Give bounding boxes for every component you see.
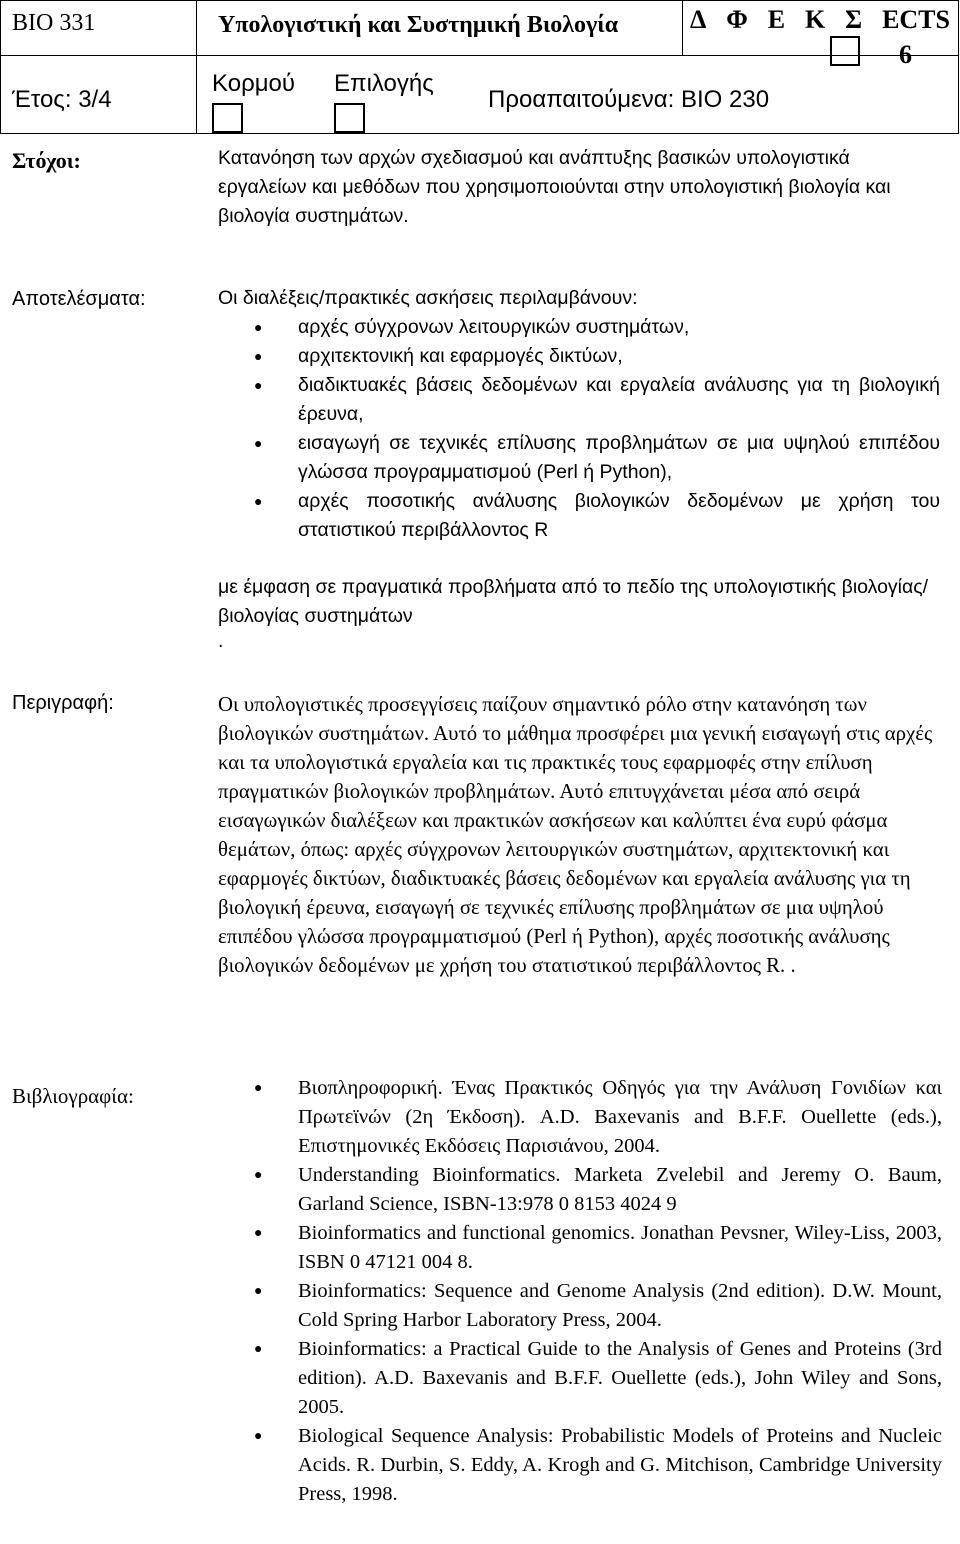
goals-label: Στόχοι: [12, 148, 81, 173]
core-label: Κορμού [212, 70, 296, 97]
goals-text: Κατανόηση των αρχών σχεδιασμού και ανάπτυξης βασικών υπολογιστικά εργαλείων και μεθόδων που χρησιμοποιούνται στην υπολογιστική βιολογία και βιολογία συστημάτων. [218, 147, 891, 227]
outcomes-list [218, 313, 940, 545]
header-divider-2 [682, 0, 683, 55]
header-border-right [958, 0, 959, 134]
course-title: Υπολογιστική και Συστημική Βιολογία [218, 12, 619, 38]
ects-col-e: Ε [767, 5, 786, 34]
header-divider-1 [196, 0, 197, 134]
bibliography-item: ● Biological Sequence Analysis: Probabilistic Models of Proteins and Nucleic Acids. R. Durbin, S. Eddy, A. Krogh and G. Mitchison, Cambridge University Press, 1998. [218, 1422, 942, 1509]
bibliography-list [218, 1074, 942, 1509]
core-checkbox[interactable] [212, 103, 243, 133]
outcomes-outro: με έμφαση σε πραγματικά προβλήματα από το πεδίο της υπολογιστικής βιολογίας/βιολογίας συστημάτων [218, 576, 929, 627]
ects-checkbox[interactable] [830, 36, 860, 66]
prerequisites: Προαπαιτούμενα: BIO 230 [488, 86, 770, 113]
bibliography-item: ● Bioinformatics: a Practical Guide to the Analysis of Genes and Proteins (3rd edition). A.D. Baxevanis and B.F.F. Ouellette (eds.), John Wiley and Sons, 2005. [218, 1335, 942, 1422]
course-code: BIO 331 [12, 10, 96, 36]
bibliography-item: ● Understanding Bioinformatics. Marketa Zvelebil and Jeremy O. Baum, Garland Science, ISBN-13:978 0 8153 4024 9 [218, 1161, 942, 1219]
outcome-item: ● εισαγωγή σε τεχνικές επίλυσης προβλημάτων σε μια υψηλού επιπέδου γλώσσα προγραμματισμού (Perl ή Python), [218, 429, 940, 487]
outcomes-section [218, 284, 940, 651]
outcome-item: ● αρχιτεκτονική και εφαρμογές δικτύων, [218, 342, 940, 371]
ects-col-k: Κ [804, 5, 826, 34]
outcome-item: ● αρχές σύγχρονων λειτουργικών συστημάτων, [218, 313, 940, 342]
bibliography-item: ● Βιοπληροφορική. Ένας Πρακτικός Οδηγός για την Ανάλυση Γονιδίων και Πρωτεϊνών (2η Έκδοση). A.D. Baxevanis and B.F.F. Ouellette (eds.), Επιστημονικές Εκδόσεις Παρισιάνου, 2004. [218, 1074, 942, 1161]
outcomes-dot: . [218, 630, 224, 652]
ects-value: 6 [899, 40, 912, 69]
ects-columns [690, 5, 950, 35]
header-border-middle [0, 55, 959, 56]
description-label: Περιγραφή: [12, 692, 114, 714]
header-border-left [0, 0, 1, 134]
ects-col-d: Δ [690, 5, 707, 34]
ects-col-ects: ECTS [882, 5, 950, 34]
course-year: Έτος: 3/4 [12, 86, 112, 113]
elective-label: Επιλογής [334, 70, 434, 97]
header-border-bottom [0, 133, 959, 134]
outcomes-intro: Οι διαλέξεις/πρακτικές ασκήσεις περιλαμβάνουν: [218, 287, 638, 309]
header-border-top [0, 0, 959, 1]
outcome-item: ● αρχές ποσοτικής ανάλυσης βιολογικών δεδομένων με χρήση του στατιστικού περιβάλλοντος R [218, 487, 940, 545]
bibliography-label: Βιβλιογραφία: [12, 1084, 134, 1108]
ects-col-s: Σ [845, 5, 863, 34]
description-text: Οι υπολογιστικές προσεγγίσεις παίζουν σημαντικό ρόλο στην κατανόηση των βιολογικών συστημάτων. Αυτό το μάθημα προσφέρει μια γενική εισαγωγή στις αρχές και τα υπολογιστικά εργαλεία και τις πρακτικές τους εφαρμοφές στην επίλυση πραγματικών βιολογικών προβλημάτων. Αυτό επιτυγχάνεται μέσα από σειρά εισαγωγικών διαλέξεων και πρακτικών ασκήσεων και καλύπτει ένα ευρύ φάσμα θεμάτων, όπως: αρχές σύγχρονων λειτουργικών συστημάτων, αρχιτεκτονική και εφαρμογές δικτύων, διαδικτυακές βάσεις δεδομένων και εργαλεία ανάλυσης για τη βιολογική έρευνα, εισαγωγή σε τεχνικές επίλυσης προβλημάτων σε μια υψηλού επιπέδου γλώσσα προγραμματισμού (Perl ή Python), αρχές ποσοτικής ανάλυσης βιολογικών δεδομένων με χρήση του στατιστικού περιβάλλοντος R. . [218, 693, 933, 977]
ects-col-f: Φ [726, 5, 748, 34]
bibliography-item: ● Bioinformatics: Sequence and Genome Analysis (2nd edition). D.W. Mount, Cold Spring Harbor Laboratory Press, 2004. [218, 1277, 942, 1335]
elective-checkbox[interactable] [334, 103, 365, 133]
outcomes-label: Αποτελέσματα: [12, 288, 146, 310]
bibliography-item: ● Bioinformatics and functional genomics. Jonathan Pevsner, Wiley-Liss, 2003, ISBN 0 47121 004 8. [218, 1219, 942, 1277]
outcome-item: ● διαδικτυακές βάσεις δεδομένων και εργαλεία ανάλυσης για τη βιολογική έρευνα, [218, 371, 940, 429]
